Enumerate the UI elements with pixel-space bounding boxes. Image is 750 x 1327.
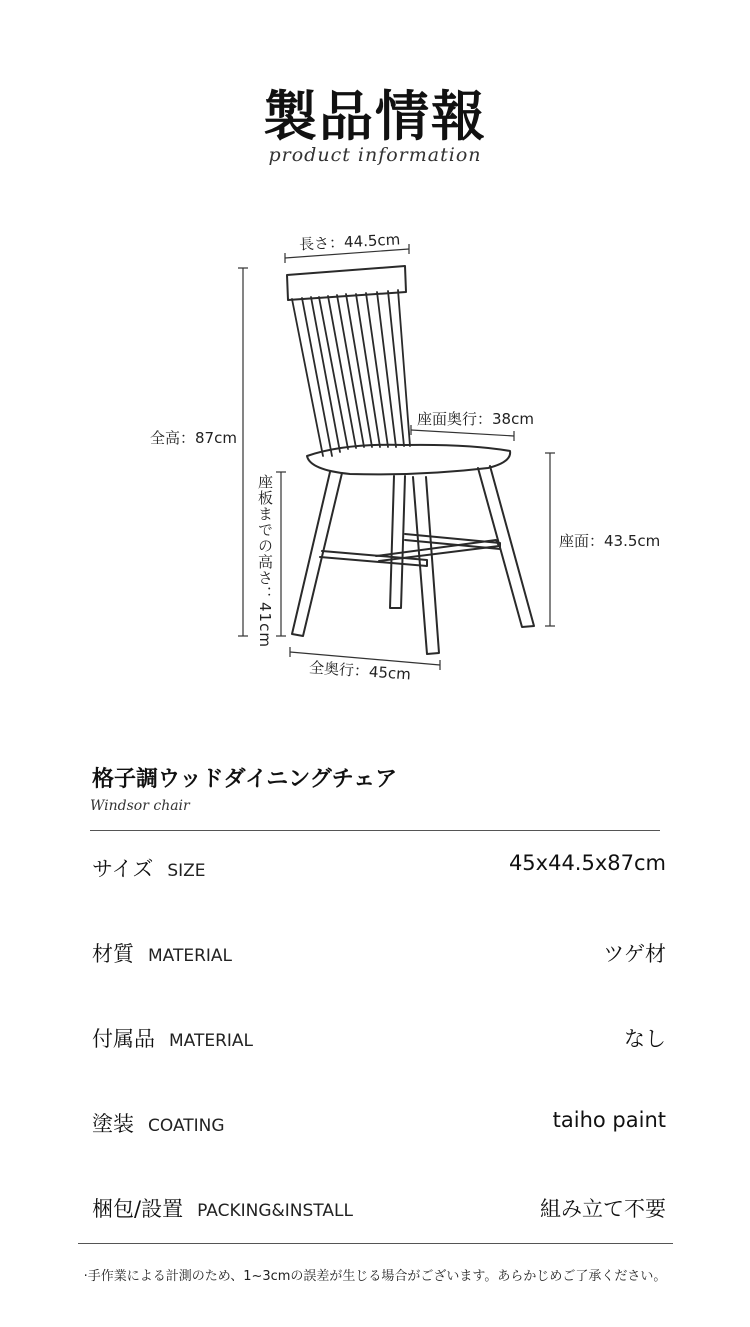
spec-label-material: 材質 MATERIAL (92, 942, 233, 966)
product-script-name: Windsor chair (90, 798, 190, 814)
spec-value-accessories: なし (624, 1027, 666, 1051)
spec-value-packing: 組み立て不要 (540, 1197, 666, 1221)
divider (90, 830, 660, 831)
chair-leg-front-left (292, 472, 342, 636)
seat-depth-dimension-label: 座面奥行：38cm (417, 410, 534, 428)
page-title: 製品情報 (263, 85, 487, 148)
seat-board-height-dimension-label: 座板までの高さ：41cm (256, 474, 274, 648)
spec-label-coating: 塗装 COATING (92, 1112, 225, 1136)
width-dimension-label: 長さ：44.5cm (298, 230, 401, 254)
spec-label-accessories: 付属品 MATERIAL (92, 1027, 254, 1051)
spec-label-size: サイズ SIZE (92, 857, 206, 881)
seat-height-dimension-label: 座面：43.5cm (559, 532, 661, 550)
chair-leg-back-right (478, 466, 534, 627)
footnote: ·手作業による計測のため、1~3cmの誤差が生じる場合がございます。あらかじめご了承ください。 (83, 1269, 667, 1284)
chair-seat (307, 445, 510, 475)
chair-leg-back-left (390, 476, 405, 608)
chair-stretcher-side (320, 551, 427, 566)
product-name: 格子調ウッドダイニングチェア (92, 767, 398, 792)
spec-label-packing: 梱包/設置 PACKING&INSTALL (92, 1197, 353, 1221)
spec-value-size: 45x44.5x87cm (508, 851, 666, 875)
page-subtitle: product information (268, 144, 482, 166)
total-depth-dimension-label: 全奥行：45cm (308, 658, 412, 684)
seat-depth-dim-line (411, 430, 514, 436)
spec-value-material: ツゲ材 (603, 942, 666, 966)
footer-divider (78, 1243, 673, 1244)
total-height-dimension-label: 全高：87cm (150, 429, 237, 447)
chair-spindles (292, 290, 410, 456)
spec-value-coating: taiho paint (552, 1108, 666, 1132)
